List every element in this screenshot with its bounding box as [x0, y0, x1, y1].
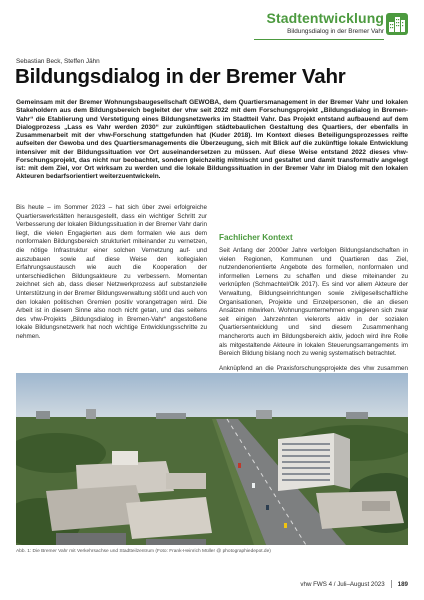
page-footer	[300, 580, 408, 588]
body-column-right	[219, 247, 408, 382]
header-divider	[254, 39, 384, 40]
body-paragraph: Anknüpfend an die Praxisforschungsprojekte des vhw zusammen	[219, 364, 408, 372]
photo-caption: Abb. 1: Die Bremer Vahr mit Verkehrsachse und Stadtteilzentrum (Foto: Frank-Heinrich Müller @ photographiedepot.de)	[16, 549, 271, 554]
page-header	[267, 10, 385, 35]
body-paragraph: Seit Anfang der 2000er Jahre verfolgen Bildungslandschaften in vielen Regionen, Kommunen und Quartieren das Ziel, nutzendenorientierte Angebote des formellen, nonformalen und informellen Lernens zu schaffen und diese miteinander zu verknüpfen (Schmachtel/Olk 2017). Es sind vor allem Akteure der Verwaltung, Bildungseinrichtungen sowie zivilgesellschaftliche Organisationen, Projekte und Einzelpersonen, die an diesen Ansätzen mitwirken. Wohnungsunternehmen engagieren sich zwar seit einigen Jahrzehnten vielerorts aktiv in der sozialen Quartiersentwicklung und sind diesem Zusammenhang mancherorts auch im Bildungsbereich aktiv, jedoch wird ihre Rolle als mitgestaltende Akteure in lokalen Steuerungsarrangements im Bereich Bildung bislang noch zu wenig systematisch betrachtet.	[219, 247, 408, 358]
page-number: 189	[397, 580, 408, 588]
city-buildings-icon	[386, 13, 408, 35]
body-column-left	[16, 204, 207, 342]
body-paragraph: Bis heute – im Sommer 2023 – hat sich über zwei erfolgreiche Quartierswerkstätten herausgestellt, dass ein wichtiger Schritt zur Verbesserung der lokalen Bildungssituation in der Bremer Vahr darin liegt, die vielen Engagierten aus dem formalen wie aus dem nonformalen Bildungsbereich strukturiert miteinander zu vernetzen, die nötige Infrastruktur einer solchen Vernetzung auf- und auszubauen sowie auf diese Weise den kollegialen Erfahrungsaustausch wie auch die Kooperation der unterschiedlichen Bildungsakteure zu verbessern. Momentan zeichnet sich ab, dass dieser Netzwerkprozess auf substanzielle Unterstützung in der Bremer Bildungsverwaltung stößt und auch von den lokalen politischen Gremien positiv vorangetragen wird. Die Arbeit ist in diesem Sinne also noch nicht getan, und das seitens des vhw-Projekts „Bildungsdialog in Bremen-Vahr“ angestoßene lokale Bildungsnetzwerk hat noch wichtige Entwicklungsschritte zu nehmen.	[16, 204, 207, 340]
aerial-city-photo	[16, 373, 408, 545]
section-title: Stadtentwicklung	[266, 10, 384, 26]
journal-issue: vhw FWS 4 / Juli–August 2023	[300, 580, 385, 588]
article-authors: Sebastian Beck, Steffen Jähn	[16, 58, 100, 65]
section-subheading: Fachlicher Kontext	[219, 233, 293, 242]
article-title: Bildungsdialog in der Bremer Vahr	[15, 65, 346, 88]
section-subtitle: Bildungsdialog in der Bremer Vahr	[287, 28, 384, 35]
footer-divider	[391, 580, 392, 588]
article-lead: Gemeinsam mit der Bremer Wohnungsbaugesellschaft GEWOBA, dem Quartiersmanagement in der Bremer Vahr und lokalen Stakeholdern aus dem Bildungsbereich begleitet der vhw seit 2022 mit dem Forschungsprojekt „Bildungsdialog in Bremen-Vahr“ die Etablierung und Verstetigung eines Bildungsnetzwerks im Stadtteil Vahr. Das Projekt entstand aufbauend auf dem Dialogprozess „Lass es Vahr werden 2030“ zur zukünftigen städtebaulichen Gestaltung des Quartiers, der ebenfalls in Zusammenarbeit mit der vhw-Forschung stattgefunden hat (Kuder 2018). Im Kontext dieses Beteiligungsprozesses reifte aufseiten der Gewoba und des Quartiersmanagements die Überzeugung, sich mit Blick auf die zukünftige lokale Entwicklung intensiver mit der Bildungssituation vor Ort auseinandersetzen zu müssen. Auf diese Weise entstand 2022 dieses vhw-Forschungsprojekt, das nicht nur beobachtet, sondern gleichzeitig mitmischt und gestaltet und damit transformativ angelegt ist: mit dem Ziel, vor Ort wirksam zu werden und die lokale Bildungssituation in der Bremer Vahr im Dialog mit den lokalen Akteuren bedarfsorientiert weiterzuentwickeln.	[16, 99, 408, 181]
